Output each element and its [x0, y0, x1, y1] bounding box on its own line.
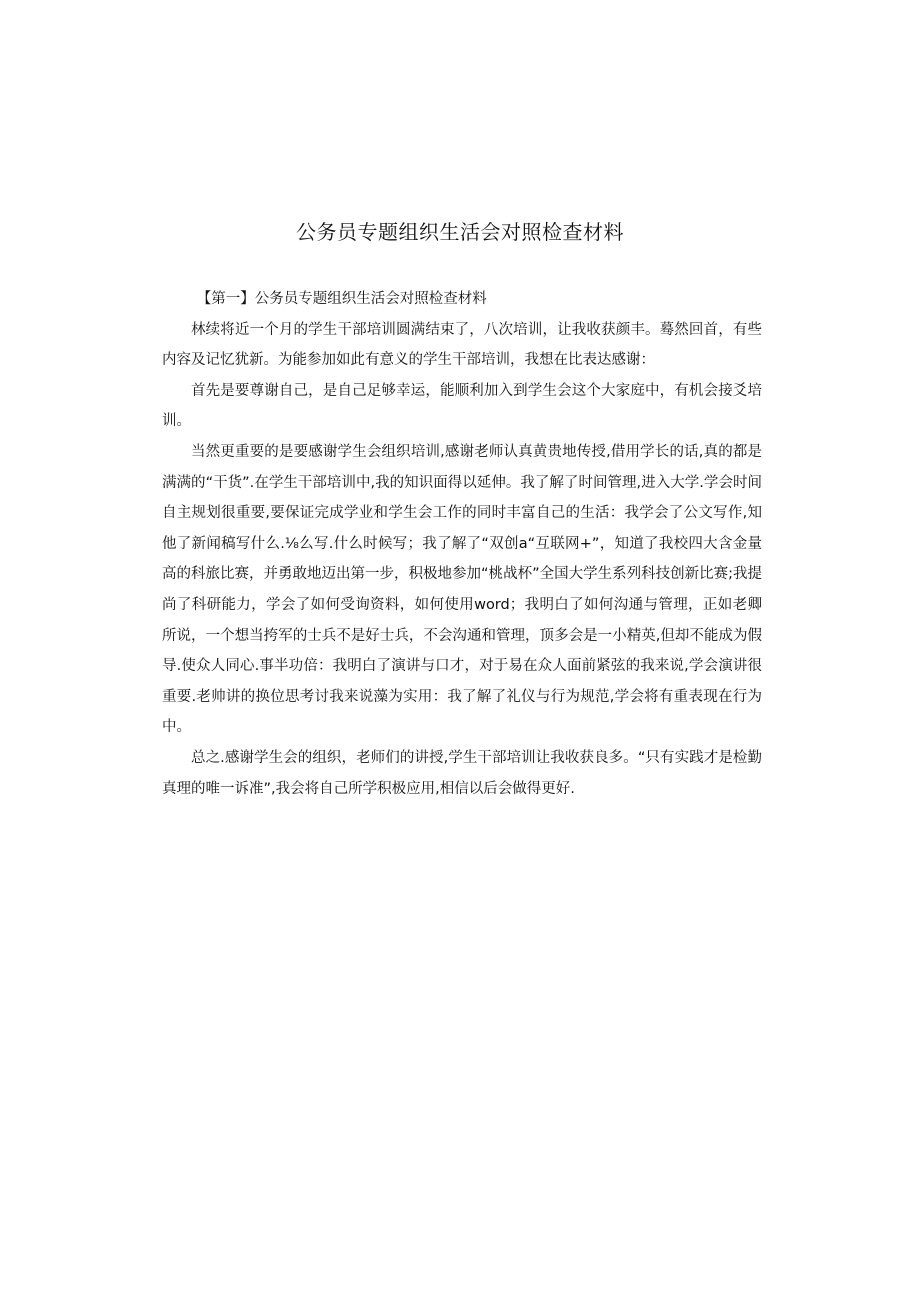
section-heading: 【第一】公务员专题组织生活会对照检查材料 — [196, 291, 487, 307]
document-title: 公务员专题组织生活会对照检查材料 — [296, 220, 624, 244]
paragraph-3: 当然更重要的是要感谢学生会组织培训,感谢老师认真黄贵地传授,借用学长的话,真的都是满满的“干货”.在学生干部培训中,我的知识面得以延伸。我了解了时间管理,进入大学.学会时间自主规划很重要,要保证完成学业和学生会工作的同时丰富自己的生活：我学会了公文写作,知他了新闻稿写什么.⅛么写.什么时候写；我了解了“双创a“互联网+”，知道了我校四大含金量高的科旅比赛，并勇敢地迈出第一步，积极地参加“桃战杯”全国大学生系列科技创新比赛;我提尚了科研能力，学会了如何受询资料，如何使用word；我明白了如何沟通与管理，正如老卿所说，一个想当挎军的士兵不是好士兵，不会沟通和管理，顶多会是一小精英,但却不能成为假导.使众人同心.事半功倍：我明白了演讲与口才，对于易在众人面前紧弦的我来说,学会演讲很重要.老帅讲的换位思考讨我来说藻为实用：我了解了礼仪与行为规范,学会将有重表现在行为中。 — [162, 443, 762, 736]
paragraph-1: 林续将近一个月的学生干部培训圆满结束了，八次培训，让我收获颜丰。蓦然回首，有些内容及记忆犹新。为能参加如此有意义的学生干部培训，我想在比表达感谢： — [162, 321, 762, 369]
paragraph-2: 首先是要尊谢自己，是自己足够幸运，能顺利加入到学生会这个大家庭中，有机会接爻培训。 — [162, 382, 762, 430]
paragraph-4: 总之.感谢学生会的组织，老师们的讲授,学生干部培训让我收获良多。“只有实践才是检勤真理的唯一诉准”,我会将自己所学积极应用,相信以后会做得更好. — [162, 749, 762, 797]
document-body — [162, 284, 762, 804]
